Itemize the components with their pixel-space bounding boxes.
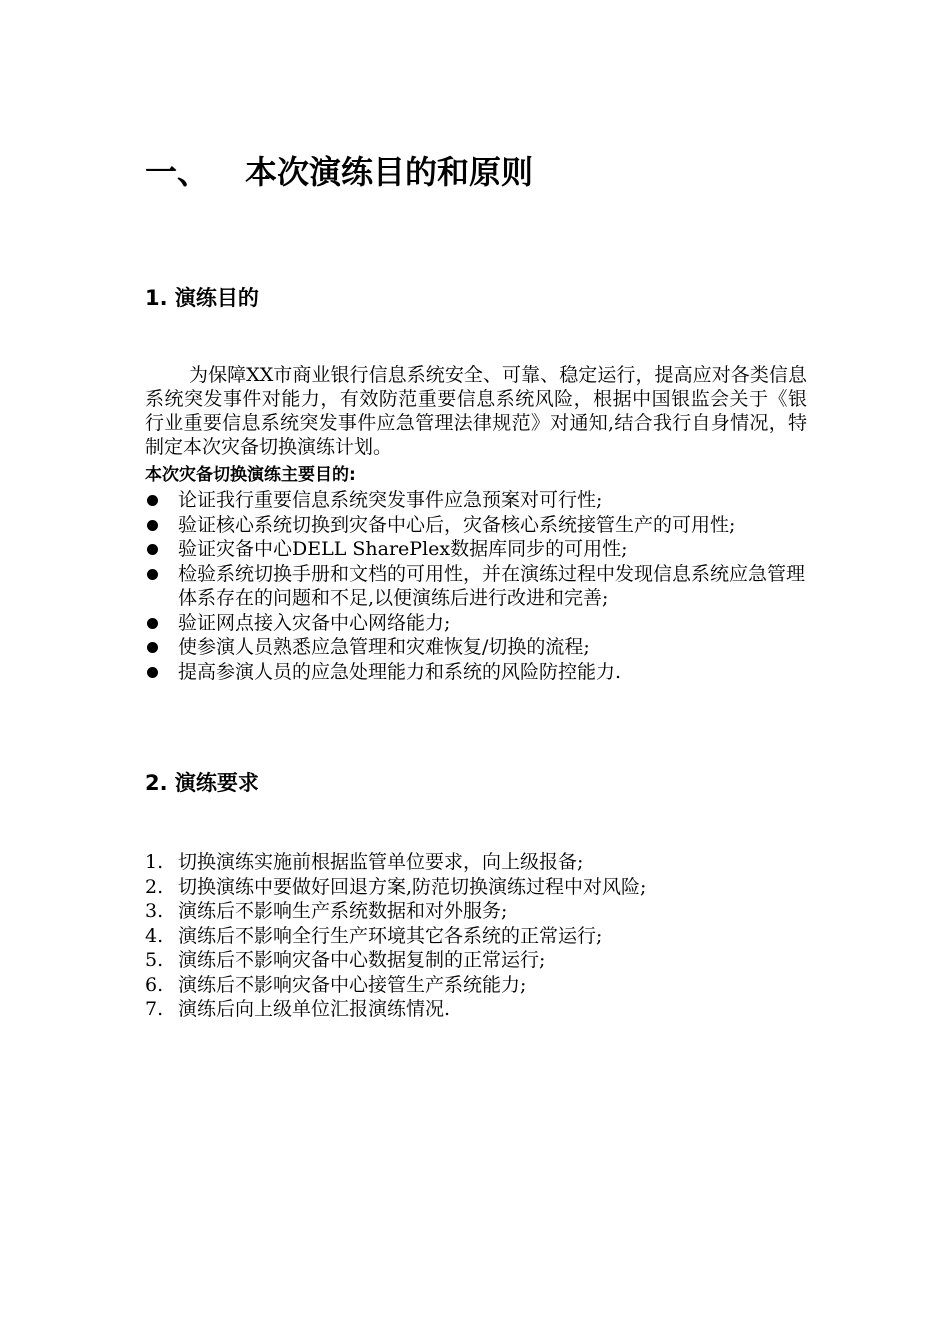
- bullet-icon: [147, 495, 158, 506]
- requirement-text: 切换演练实施前根据监管单位要求，向上级报备;: [178, 851, 584, 873]
- requirement-text: 演练后不影响生产系统数据和对外服务;: [178, 900, 508, 922]
- requirement-text: 演练后向上级单位汇报演练情况.: [178, 998, 451, 1020]
- bullet-icon: [147, 642, 158, 653]
- section-heading-requirements: 2. 演练要求: [145, 771, 259, 795]
- chapter-number: 一、: [145, 153, 210, 191]
- list-item: [145, 562, 807, 611]
- objectives-list: [145, 488, 807, 684]
- requirement-text: 演练后不影响全行生产环境其它各系统的正常运行;: [178, 924, 603, 947]
- requirement-text: 演练后不影响灾备中心接管生产系统能力;: [178, 973, 527, 996]
- bullet-icon: [147, 569, 158, 580]
- item-number: 3.: [145, 900, 164, 922]
- bullet-icon: [147, 544, 158, 555]
- bullet-icon: [147, 618, 158, 629]
- list-item: [145, 537, 807, 562]
- objective-text: 验证网点接入灾备中心网络能力;: [178, 611, 451, 634]
- requirement-text: 切换演练中要做好回退方案,防范切换演练过程中对风险;: [178, 875, 647, 898]
- list-item: [145, 948, 807, 973]
- list-item: [145, 850, 807, 875]
- objective-text: 使参演人员熟悉应急管理和灾难恢复/切换的流程;: [178, 636, 590, 658]
- purpose-paragraph: 为保障XX市商业银行信息系统安全、可靠、稳定运行，提高应对各类信息系统突发事件对能力，有效防范重要信息系统风险，根据中国银监会关于《银行业重要信息系统突发事件应急管理法律规范》对通知,结合我行自身情况，特制定本次灾备切换演练计划。: [145, 364, 807, 458]
- objective-text: 提高参演人员的应急处理能力和系统的风险防控能力.: [178, 660, 622, 683]
- objective-text: 验证灾备中心DELL SharePlex数据库同步的可用性;: [178, 538, 628, 560]
- section-heading-purpose: 1. 演练目的: [145, 286, 259, 310]
- item-number: 7.: [145, 998, 164, 1020]
- objective-text: 验证核心系统切换到灾备中心后，灾备核心系统接管生产的可用性;: [178, 513, 736, 536]
- item-number: 4.: [145, 924, 164, 947]
- chapter-title: 本次演练目的和原则: [245, 153, 534, 191]
- item-number: 2.: [145, 875, 164, 898]
- list-item: [145, 635, 807, 660]
- objectives-title: 本次灾备切换演练主要目的:: [145, 465, 356, 485]
- list-item: [145, 899, 807, 924]
- list-item: [145, 997, 807, 1022]
- bullet-icon: [147, 520, 158, 531]
- bullet-icon: [147, 667, 158, 678]
- list-item: [145, 924, 807, 949]
- requirements-list: [145, 850, 807, 1022]
- list-item: [145, 660, 807, 685]
- objective-text: 检验系统切换手册和文档的可用性，并在演练过程中发现信息系统应急管理体系存在的问题和不足,以便演练后进行改进和完善;: [178, 562, 806, 609]
- list-item: [145, 875, 807, 900]
- objective-text: 论证我行重要信息系统突发事件应急预案对可行性;: [178, 489, 603, 511]
- list-item: [145, 513, 807, 538]
- requirement-text: 演练后不影响灾备中心数据复制的正常运行;: [178, 949, 546, 971]
- list-item: [145, 611, 807, 636]
- item-number: 6.: [145, 973, 164, 996]
- item-number: 5.: [145, 949, 164, 971]
- list-item: [145, 488, 807, 513]
- item-number: 1.: [145, 851, 164, 873]
- list-item: [145, 973, 807, 998]
- chapter-heading: [145, 148, 533, 196]
